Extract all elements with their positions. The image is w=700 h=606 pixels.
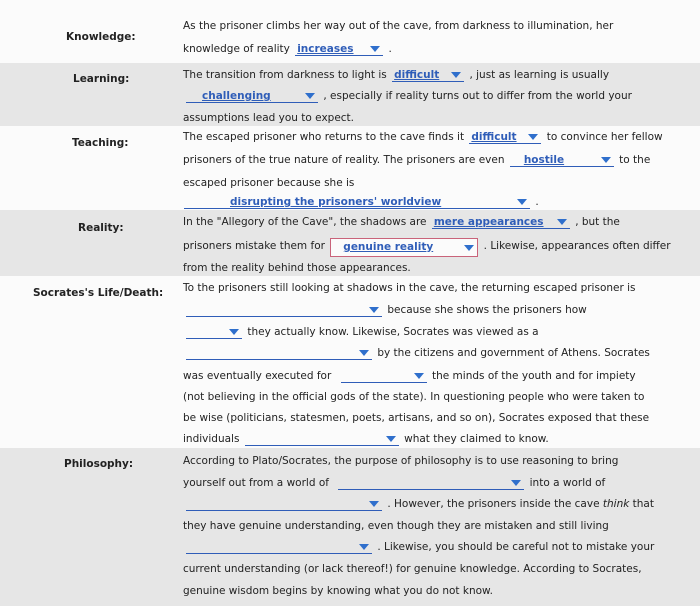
knowledge-line-1: As the prisoner climbs her way out of the cave, from darkness to illumination, her (183, 20, 614, 32)
socrates-executed-dropdown[interactable] (341, 370, 427, 383)
chevron-down-icon (528, 134, 538, 140)
socrates-line-8: individuals what they claimed to know. (183, 433, 549, 445)
socrates-because-dropdown[interactable] (186, 304, 382, 317)
shadows-dropdown[interactable]: mere appearances (432, 216, 570, 229)
learning-line-3: assumptions lead you to expect. (183, 112, 355, 124)
chevron-down-icon (229, 329, 239, 335)
prisoners-dropdown[interactable]: hostile (510, 154, 614, 167)
chevron-down-icon (370, 46, 380, 52)
socrates-viewed-dropdown[interactable] (186, 347, 372, 360)
chevron-down-icon (359, 350, 369, 356)
transition-dropdown[interactable]: difficult (392, 69, 464, 82)
knowledge-reality-dropdown[interactable]: increases (295, 43, 383, 56)
socrates-line-6: (not believing in the official gods of the state). In questioning people who were taken to (183, 391, 645, 403)
socrates-line-3: they actually know. Likewise, Socrates was viewed as a (186, 325, 539, 339)
term-knowledge: Knowledge: (66, 31, 136, 43)
chevron-down-icon (414, 373, 424, 379)
philosophy-into-dropdown[interactable] (186, 498, 382, 511)
philosophy-line-5: . Likewise, you should be careful not to mistake your (186, 540, 654, 554)
socrates-line-2: because she shows the prisoners how (186, 303, 587, 317)
philosophy-line-1: According to Plato/Socrates, the purpose of philosophy is to use reasoning to bring (183, 455, 619, 467)
chevron-down-icon (511, 480, 521, 486)
teaching-line-1: The escaped prisoner who returns to the cave finds it difficult to convince her fellow (183, 131, 663, 143)
chevron-down-icon (386, 436, 396, 442)
mistake-dropdown[interactable]: genuine reality (330, 238, 478, 257)
socrates-line-5: was eventually executed for the minds of the youth and for impiety (183, 370, 636, 382)
socrates-how-dropdown[interactable] (186, 326, 242, 339)
chevron-down-icon (557, 219, 567, 225)
philosophy-line-3: . However, the prisoners inside the cave think that (186, 497, 654, 511)
reality-line-3: from the reality behind those appearances. (183, 262, 411, 274)
teaching-line-4: disrupting the prisoners' worldview . (184, 195, 539, 209)
reality-line-1: In the "Allegory of the Cave", the shadows are mere appearances , but the (183, 216, 620, 228)
because-dropdown[interactable]: disrupting the prisoners' worldview (184, 196, 530, 209)
learning-line-1: The transition from darkness to light is difficult , just as learning is usually (183, 69, 610, 81)
socrates-exposed-dropdown[interactable] (245, 433, 399, 446)
teaching-line-3: escaped prisoner because she is (183, 177, 355, 189)
socrates-line-4: by the citizens and government of Athens. Socrates (186, 346, 650, 360)
chevron-down-icon (369, 307, 379, 313)
philosophy-line-6: current understanding (or lack thereof!) for genuine knowledge. According to Socrates, (183, 563, 642, 575)
knowledge-line-2: knowledge of reality increases . (183, 43, 392, 55)
term-reality: Reality: (78, 222, 124, 234)
chevron-down-icon (451, 72, 461, 78)
term-teaching: Teaching: (72, 137, 129, 149)
term-philosophy: Philosophy: (64, 458, 134, 470)
reality-line-2: prisoners mistake them for genuine reality . Likewise, appearances often differ (183, 237, 671, 256)
socrates-line-7: be wise (politicians, statesmen, poets, artisans, and so on), Socrates exposed that these (183, 412, 650, 424)
chevron-down-icon (305, 93, 315, 99)
philosophy-living-dropdown[interactable] (186, 541, 372, 554)
philosophy-line-7: genuine wisdom begins by knowing what you do not know. (183, 585, 493, 597)
term-learning: Learning: (73, 73, 130, 85)
philosophy-line-4: they have genuine understanding, even though they are mistaken and still living (183, 520, 609, 532)
philosophy-line-2: yourself out from a world of into a world of (183, 477, 606, 489)
chevron-down-icon (464, 245, 474, 251)
socrates-line-1: To the prisoners still looking at shadows in the cave, the returning escaped prisoner is (183, 282, 636, 294)
chevron-down-icon (359, 544, 369, 550)
teaching-line-2: prisoners of the true nature of reality. The prisoners are even hostile to the (183, 154, 651, 166)
term-socrates: Socrates's Life/Death: (33, 287, 164, 299)
philosophy-world-dropdown[interactable] (338, 477, 524, 490)
learning-dropdown[interactable]: challenging (186, 90, 318, 103)
chevron-down-icon (517, 199, 527, 205)
chevron-down-icon (601, 157, 611, 163)
return-dropdown[interactable]: difficult (469, 131, 541, 144)
learning-line-2: challenging , especially if reality turns out to differ from the world your (186, 89, 632, 103)
chevron-down-icon (369, 501, 379, 507)
